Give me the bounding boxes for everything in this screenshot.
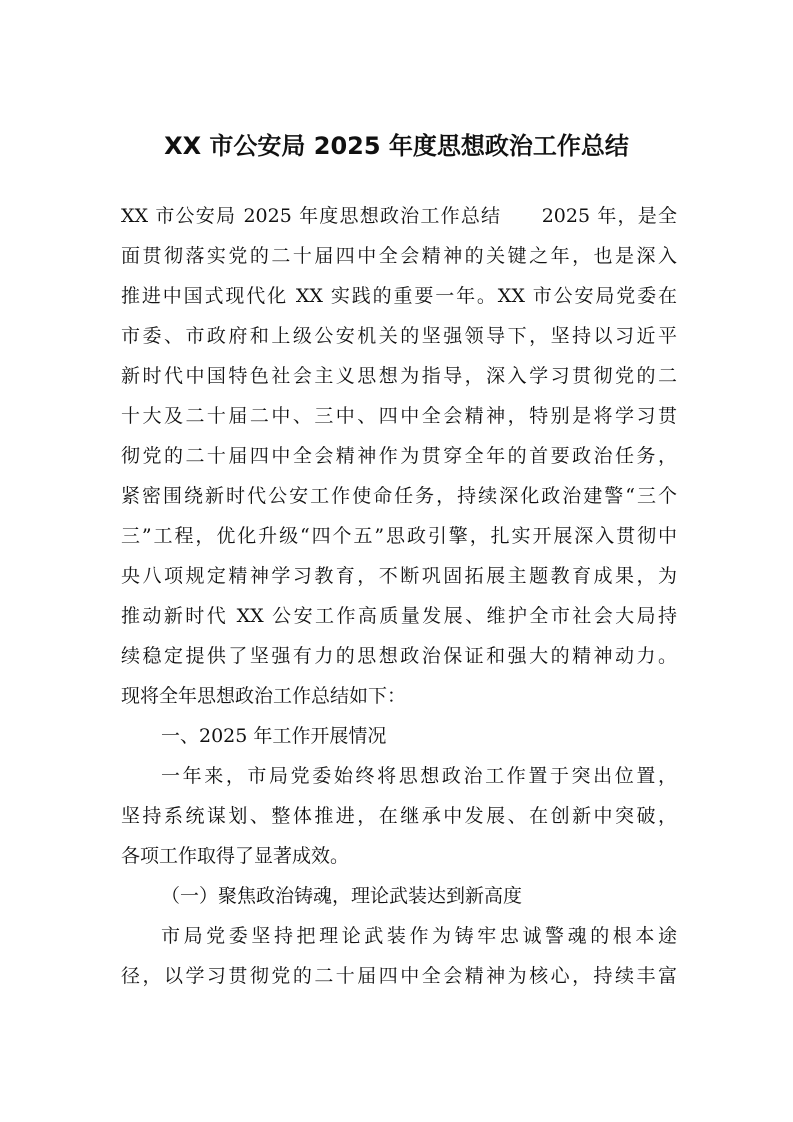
body-line: 央八项规定精神学习教育，不断巩固拓展主题教育成果，为 [121, 565, 677, 587]
body-line: 各项工作取得了显著成效。 [121, 845, 350, 867]
body-line: 新时代中国特色社会主义思想为指导，深入学习贯彻党的二 [121, 365, 677, 387]
subsection-heading: （一）聚焦政治铸魂，理论武装达到新高度 [161, 885, 523, 907]
body-line: 推动新时代 XX 公安工作高质量发展、维护全市社会大局持 [121, 605, 677, 627]
document-title: XX 市公安局 2025 年度思想政治工作总结 [164, 132, 629, 160]
body-line: 推进中国式现代化 XX 实践的重要一年。XX 市公安局党委在 [121, 285, 677, 307]
body-line: 市委、市政府和上级公安机关的坚强领导下，坚持以习近平 [121, 325, 677, 347]
body-line: 十大及二十届二中、三中、四中全会精神，特别是将学习贯 [121, 405, 677, 427]
body-line: 现将全年思想政治工作总结如下： [121, 685, 407, 707]
document-body [121, 196, 677, 996]
body-line: 径，以学习贯彻党的二十届四中全会精神为核心，持续丰富 [121, 965, 677, 987]
body-line: 三”工程，优化升级“四个五”思政引擎，扎实开展深入贯彻中 [121, 525, 677, 547]
body-line: 彻党的二十届四中全会精神作为贯穿全年的首要政治任务， [121, 445, 677, 467]
body-line: XX 市公安局 2025 年度思想政治工作总结 2025 年，是全 [121, 205, 677, 227]
body-line: 面贯彻落实党的二十届四中全会精神的关键之年，也是深入 [121, 245, 677, 267]
body-line: 坚持系统谋划、整体推进，在继承中发展、在创新中突破， [121, 805, 677, 827]
body-line: 市局党委坚持把理论武装作为铸牢忠诚警魂的根本途 [161, 925, 677, 947]
body-line: 一年来，市局党委始终将思想政治工作置于突出位置， [161, 765, 677, 787]
body-line: 紧密围绕新时代公安工作使命任务，持续深化政治建警“三个 [121, 485, 677, 507]
body-line: 续稳定提供了坚强有力的思想政治保证和强大的精神动力。 [121, 645, 677, 667]
section-heading: 一、2025 年工作开展情况 [161, 725, 387, 747]
